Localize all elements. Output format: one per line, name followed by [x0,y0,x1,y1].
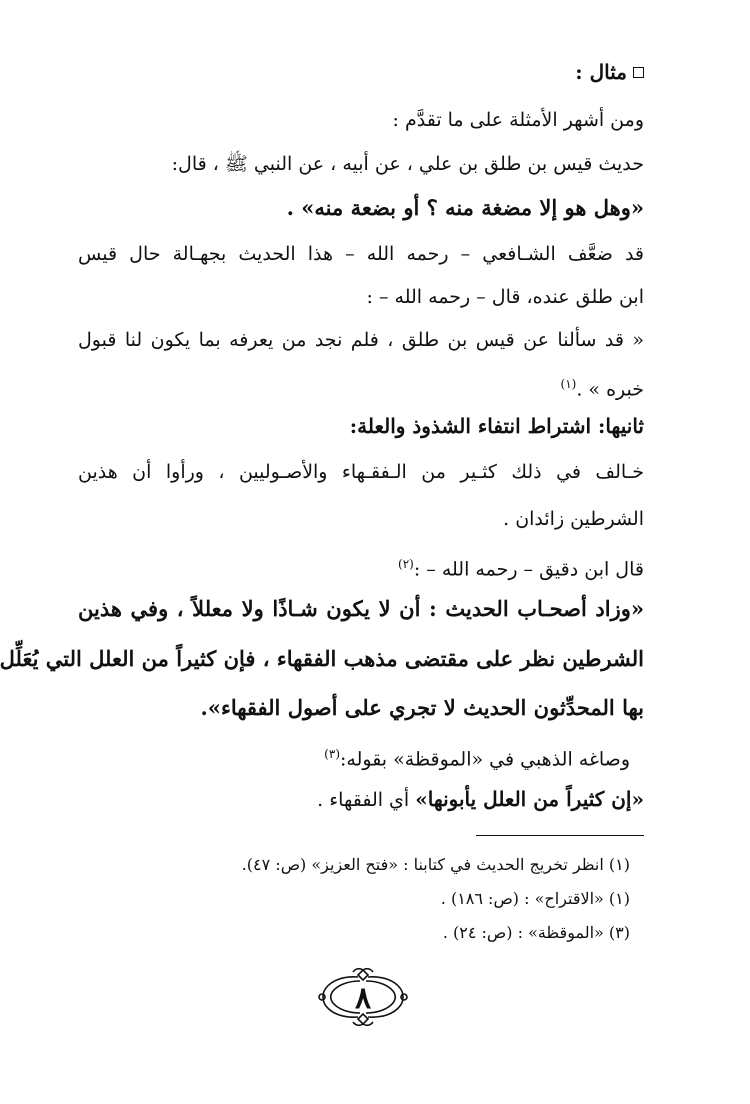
footnote: (١) انظر تخريج الحديث في كتابنا : «فتح العزيز» (ص: ٤٧). [241,855,630,874]
paragraph-line [78,785,644,814]
footnote-divider [476,835,644,836]
quote-line: بها المحدِّثون الحديث لا تجري على أصول الفقهاء». [200,695,644,720]
quote-line: «وزاد أصحـاب الحديث : أن لا يكون شـاذًا ولا معللاً ، وفي هذين [78,596,644,621]
ornament-frame-icon [316,966,410,1028]
paragraph-line: الشرطين زائدان . [503,508,644,530]
paragraph-line: ابن طلق عنده، قال – رحمه الله – : [366,286,644,308]
paragraph-line: وصاغه الذهبي في «الموقظة» بقوله:$^{(٣)}$ [324,747,630,771]
example-heading: مثال : [78,58,644,86]
paragraph-line: ومن أشهر الأمثلة على ما تقدَّم : [392,109,644,131]
paragraph-text: أي الفقهاء . [317,789,416,811]
quote-line: خبره » .$^{(١)}$ [560,377,644,401]
footnote: (٣) «الموقظة» : (ص: ٢٤) . [442,923,630,942]
section-heading: ثانيها: اشتراط انتفاء الشذوذ والعلة: [349,414,644,438]
footnote-ref: (١) [560,377,577,391]
square-bullet-icon [633,67,644,78]
footnote: (١) «الاقتراح» : (ص: ١٨٦) . [440,889,630,908]
footnote-ref: (٣) [324,747,340,761]
page-number: ٨ [354,981,372,1016]
quote-line: « قد سألنا عن قيس بن طلق ، فلم نجد من يعرفه بما يكون لنا قبول [78,329,644,351]
bold-quote: «إن كثيراً من العلل يأبونها» [415,787,644,811]
paragraph-line: قال ابن دقيق – رحمه الله – :$^{(٢)}$ [398,557,644,581]
hadith-quote: «وهل هو إلا مضغة منه ؟ أو بضعة منه» . [286,195,644,220]
paragraph-line: خـالف في ذلك كثـير من الـفقـهاء والأصـوليين ، ورأوا أن هذين [78,461,644,483]
page-number-ornament [316,966,410,1028]
footnote-ref: (٢) [398,557,414,571]
quote-line: الشرطين نظر على مقتضى مذهب الفقهاء ، فإن كثيراً من العلل التي يُعَلِّل [0,646,644,671]
paragraph-line: قد ضعَّف الشـافعي – رحمه الله – هذا الحديث بجهـالة حال قيس [78,243,644,265]
paragraph-line: حديث قيس بن طلق بن علي ، عن أبيه ، عن النبي ﷺ ، قال: [171,153,644,175]
